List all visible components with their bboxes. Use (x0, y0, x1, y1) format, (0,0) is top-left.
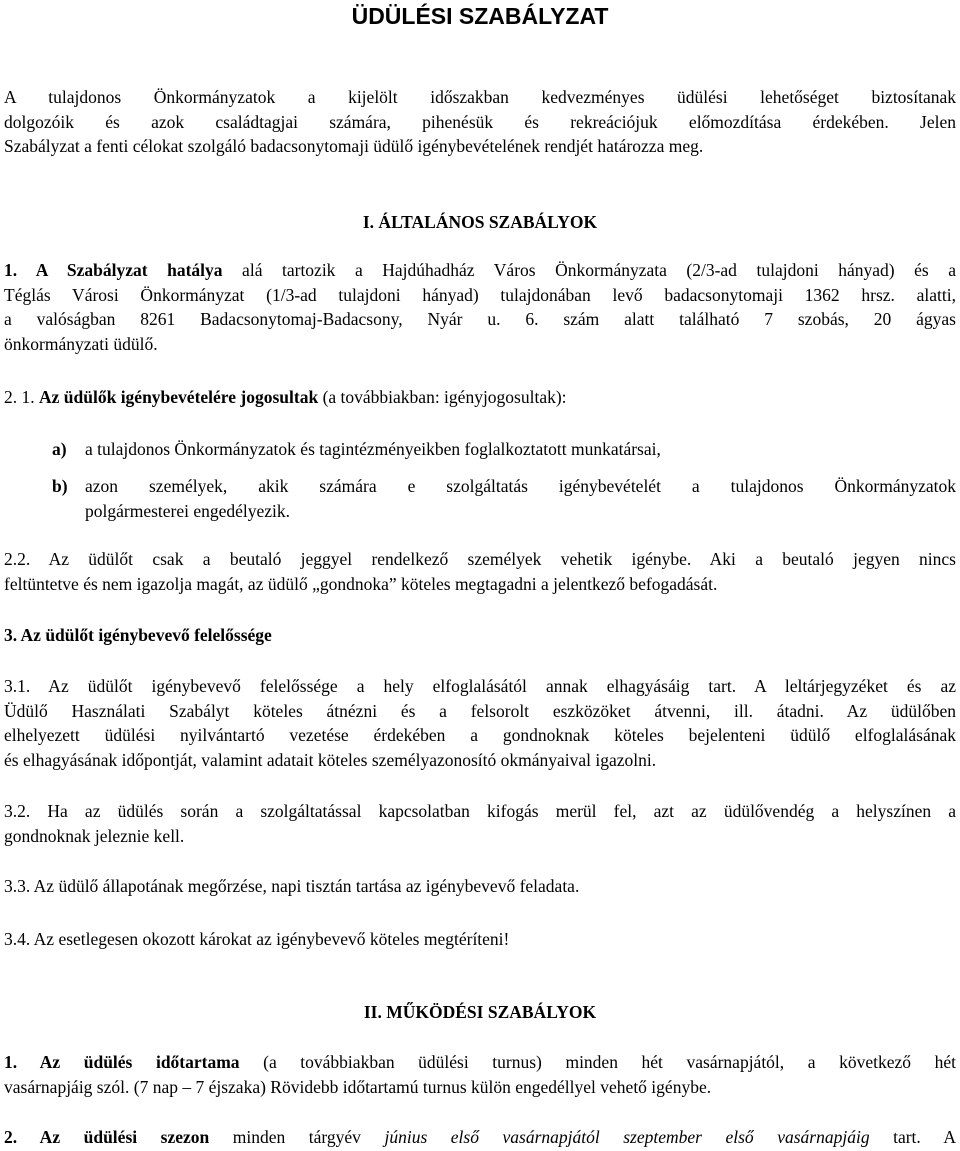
paragraph-3-2-number: 3.2. (4, 801, 31, 821)
paragraph-2-2-number: 2.2. (4, 549, 31, 569)
paragraph-3-3 (4, 874, 956, 899)
section-2-heading: II. MŰKÖDÉSI SZABÁLYOK (363, 1002, 597, 1022)
paragraph-1-line-1-text: alá tartozik a Hajdúhadház Város Önkormányzata (2/3-ad tulajdoni hányad) és a (222, 260, 956, 280)
list-item-b-line-2: polgármesterei engedélyezik. (85, 500, 291, 521)
paragraph-2-2-line-2: feltüntetve és nem igazolja magát, az üdülő „gondnoka” köteles megtagadni a jelentkező befogadását. (4, 573, 718, 594)
section-2-paragraph-1 (4, 1050, 956, 1099)
paragraph-1-line-3: a valóságban 8261 Badacsonytomaj-Badacsony, Nyár u. 6. szám alatt található 7 szobás, 20 ágyas (4, 309, 956, 330)
paragraph-2-1-text: (a továbbiakban: igényjogosultak): (318, 387, 567, 407)
list-item-b (52, 474, 956, 524)
intro-line-1: A tulajdonos Önkormányzatok a kijelölt időszakban kedvezményes üdülési lehetőséget biztosítanak (4, 87, 956, 107)
paragraph-3-3-number: 3.3. (4, 876, 31, 896)
section-2-paragraph-1-line-1: (a továbbiakban üdülési turnus) minden hét vasárnapjától, a következő hét (239, 1052, 956, 1072)
paragraph-1-line-4: önkormányzati üdülő. (4, 333, 158, 354)
section-2-paragraph-1-lead: 1. Az üdülés időtartama (4, 1052, 240, 1072)
paragraph-3-heading (4, 623, 956, 648)
paragraph-3-4-number: 3.4. (4, 929, 31, 949)
paragraph-3-2-line-2: gondnoknak jeleznie kell. (4, 825, 185, 846)
section-2-paragraph-1-line-2: vasárnapjáig szól. (7 nap – 7 éjszaka) Rövidebb időtartamú turnus külön engedéllyel vehető igénybe. (4, 1076, 712, 1097)
intro-line-2: dolgozóik és azok családtagjai számára, pihenésük és rekreációjuk előmozdítása érdekében. Jelen (4, 111, 956, 132)
paragraph-3-title: 3. Az üdülőt igénybevevő felelőssége (4, 625, 272, 645)
list-item-a (52, 437, 956, 462)
paragraph-3-1-line-3: elhelyezett üdülési nyilvántartó vezetése érdekében a gondnoknak köteles bejelenteni üdülő elfoglalásának (4, 725, 956, 746)
list-item-a-label: a) (52, 439, 67, 459)
paragraph-3-1 (4, 674, 956, 772)
section-2-paragraph-2-mid: minden tárgyév (209, 1127, 385, 1147)
paragraph-1-lead: 1. A Szabályzat hatálya (4, 260, 223, 280)
section-2-paragraph-2-italic: június első vasárnapjától szeptember első vasárnapjáig (384, 1127, 870, 1147)
list-item-b-line-1: azon személyek, akik számára e szolgáltatás igénybevételét a tulajdonos Önkormányzatok (85, 476, 956, 496)
paragraph-2-1-number: 2. 1. (4, 387, 35, 407)
list-item-b-label: b) (52, 476, 68, 496)
section-2-paragraph-2-lead: 2. Az üdülési szezon (4, 1127, 210, 1147)
intro-line-3: Szabályzat a fenti célokat szolgáló badacsonytomaji üdülő igénybevételének rendjét határozza meg. (4, 136, 704, 157)
paragraph-3-2-line-1: Ha az üdülés során a szolgáltatással kapcsolatban kifogás merül fel, azt az üdülővendég a helyszínen a (30, 801, 956, 821)
paragraph-3-4 (4, 927, 956, 952)
paragraph-2-1 (4, 385, 956, 410)
paragraph-1-line-1 (4, 258, 956, 283)
document-title: ÜDÜLÉSI SZABÁLYZAT (351, 3, 609, 29)
paragraph-3-1-number: 3.1. (4, 676, 31, 696)
paragraph-1 (4, 258, 956, 356)
paragraph-2-1-lead: Az üdülők igénybevételére jogosultak (39, 387, 319, 407)
paragraph-3-3-text: Az üdülő állapotának megőrzése, napi tisztán tartása az igénybevevő feladata. (30, 876, 580, 896)
paragraph-2-2 (4, 547, 956, 596)
list-item-a-text: a tulajdonos Önkormányzatok és tagintézményeikben foglalkoztatott munkatársai, (85, 439, 661, 459)
paragraph-3-1-line-1: Az üdülőt igénybevevő felelőssége a hely elfoglalásától annak elhagyásáig tart. A leltárjegyzéket és az (30, 676, 956, 696)
paragraph-1-line-2: Téglás Városi Önkormányzat (1/3-ad tulajdoni hányad) tulajdonában levő badacsonytomaji 1362 hrsz. alatti, (4, 284, 956, 305)
section-1-heading: I. ÁLTALÁNOS SZABÁLYOK (362, 212, 598, 232)
paragraph-2-2-line-1: Az üdülőt csak a beutaló jeggyel rendelkező személyek vehetik igénybe. Aki a beutaló jegyen nincs (30, 549, 956, 569)
intro-paragraph (4, 85, 956, 159)
paragraph-3-2 (4, 799, 956, 848)
section-2-paragraph-2-tail: tart. A (869, 1127, 956, 1147)
paragraph-3-1-line-2: Üdülő Használati Szabályt köteles átnézni és a felsorolt eszközöket átvenni, ill. átadni. Az üdülőben (4, 700, 956, 721)
section-2-paragraph-2 (4, 1125, 956, 1150)
paragraph-3-4-text: Az esetlegesen okozott károkat az igénybevevő köteles megtéríteni! (30, 929, 510, 949)
paragraph-3-1-line-4: és elhagyásának időpontját, valamint adatait köteles személyazonosító okmányaival igazolni. (4, 749, 657, 770)
